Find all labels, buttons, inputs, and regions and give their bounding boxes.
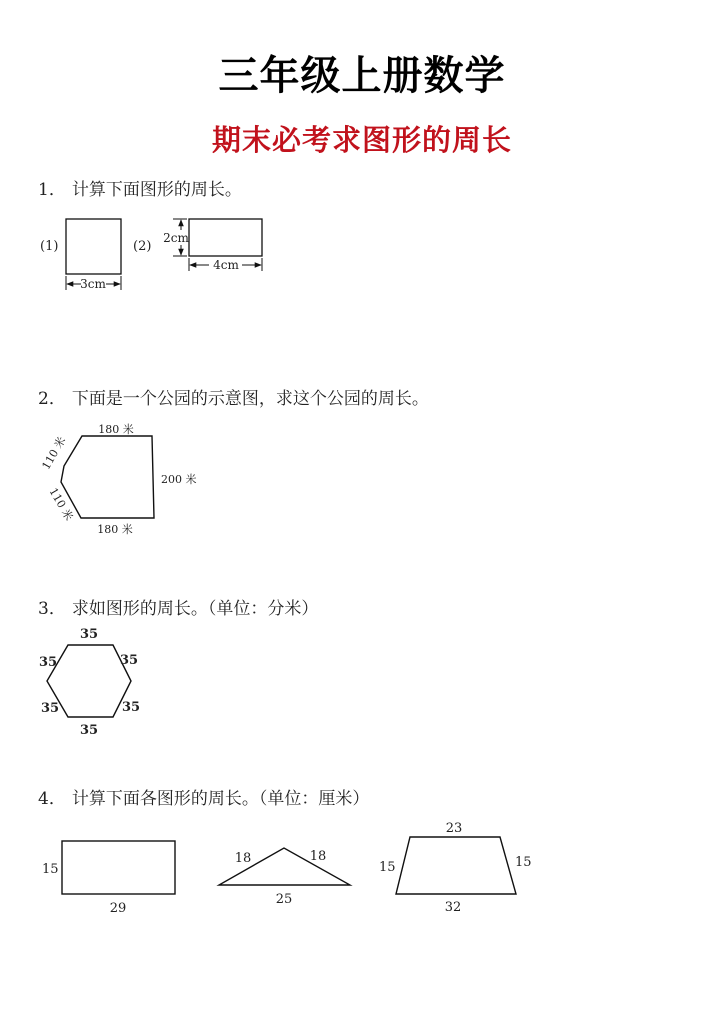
q4-rect-width: 29 (109, 901, 127, 916)
hexagon-side-bottom: 35 (79, 723, 99, 738)
q4-trap-bottom: 32 (444, 900, 462, 915)
q4-trap-top: 23 (445, 821, 463, 836)
fig1-label: (1) (40, 239, 59, 254)
fig1-side-length: 3cm (80, 277, 106, 291)
question-4-number: 4． (38, 789, 66, 809)
question-3-number: 3． (38, 599, 66, 619)
park-bottom-length: 180 米 (97, 523, 133, 536)
q4-tri-right: 18 (309, 849, 327, 864)
question-2-number: 2． (38, 389, 66, 409)
hexagon-side-upper-right: 35 (120, 653, 139, 668)
page-subtitle: 期末必考求图形的周长 (211, 123, 512, 157)
question-3-text: 求如图形的周长。（单位：分米） (71, 599, 319, 619)
page-title: 三年级上册数学 (218, 53, 506, 99)
park-upper-left-length: 110 米 (39, 434, 69, 472)
park-top-length: 180 米 (98, 423, 134, 436)
hexagon-side-lower-right: 35 (122, 700, 141, 715)
hexagon-side-top: 35 (79, 627, 99, 642)
fig2-label: (2) (133, 239, 152, 254)
park-lower-left-length: 110 米 (46, 485, 76, 523)
q4-tri-base: 25 (275, 892, 293, 907)
q4-trap-right: 15 (515, 855, 532, 870)
q4-trap-left: 15 (379, 860, 396, 875)
fig2-width: 4cm (213, 258, 239, 272)
q4-rectangle (62, 841, 175, 894)
park-right-length: 200 米 (161, 473, 197, 486)
question-2-text: 下面是一个公园的示意图，求这个公园的周长。 (71, 389, 429, 409)
q4-trapezoid (396, 837, 516, 894)
question-1-text: 计算下面图形的周长。 (71, 180, 242, 200)
question-4-text: 计算下面各图形的周长。（单位：厘米） (71, 789, 370, 809)
q4-tri-left: 18 (234, 851, 252, 866)
hexagon-side-upper-left: 35 (39, 655, 58, 670)
question-1-number: 1． (38, 180, 66, 200)
q4-rect-height: 15 (42, 862, 59, 877)
hexagon-side-lower-left: 35 (41, 701, 60, 716)
fig2-height: 2cm (163, 231, 189, 245)
